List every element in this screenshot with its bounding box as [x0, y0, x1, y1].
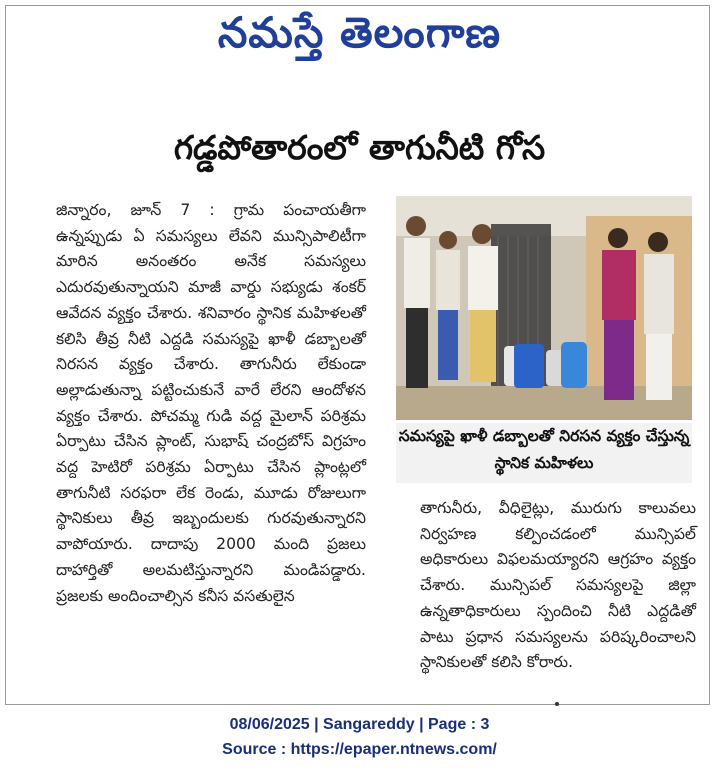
photo-caption: సమస్యపై ఖాళీ డబ్బాలతో నిరసన వ్యక్తం చేస్తున్న స్థానిక మహిళలు: [396, 423, 692, 483]
article-paragraph-left: జిన్నారం, జూన్ 7 : గ్రామ పంచాయతీగా ఉన్నప్పుడు ఏ సమస్యలు లేవని మున్సిపాలిటీగా మారిన అనంతరం అనేక సమస్యలు ఎదురవుతున్నాయని మాజీ వార్డు సభ్యుడు శంకర్ ఆవేదన వ్యక్తం చేశారు. శనివారం స్థానిక మహిళలతో కలిసి తీవ్ర నీటి ఎద్దడి సమస్యపై ఖాళీ డబ్బాలతో నిరసన వ్యక్తం చేశారు. తాగునీరు లేకుండా అల్లాడుతున్నా పట్టించుకునే వారే లేరని ఆందోళన వ్యక్తం చేశారు. పోచమ్మ గుడి వద్ద మైలాన్ పరిశ్రమ ఏర్పాటు చేసిన ప్లాంట్, సుభాష్ చంద్రబోస్ విగ్రహం వద్ద హెటిరో పరిశ్రమ ఏర్పాటు చేసిన ప్లాంట్లలో తాగునీటి సరఫరా లేక రెండు, మూడు రోజులుగా స్థానికులు తీవ్ర ఇబ్బందులకు గురవుతున్నారని వాపోయారు. దాదాపు 2000 మంది ప్రజలు దాహార్తితో అలమటిస్తున్నారని మండిపడ్డారు. ప్రజలకు అందించాల్సిన కనీస వసతులైన: [56, 201, 366, 605]
article-body-right: [420, 496, 696, 676]
article-body-left: [56, 198, 366, 609]
article-paragraph-right: తాగునీరు, వీధిలైట్లు, మురుగు కాలువలు నిర్వహణ కల్పించడంలో మున్సిపల్ అధికారులు విఫలమయ్యారని ఆగ్రహం వ్యక్తం చేశారు. మున్సిపల్ సమస్యలపై జిల్లా ఉన్నతాధికారులు స్పందించి నీటి ఎద్దడితో పాటు ప్రధాన సమస్యలను పరిష్కరించాలని స్థానికులతో కలిసి కోరారు.: [420, 499, 696, 672]
footer-date-edition-page: 08/06/2025 | Sangareddy | Page : 3: [229, 716, 490, 733]
protest-photo-illustration: [396, 196, 692, 420]
article-headline: గడ్డపోతారంలో తాగునీటి గోస: [173, 128, 546, 167]
end-marker: [555, 702, 559, 706]
news-photo: [396, 196, 692, 420]
footer-source-link[interactable]: Source : https://epaper.ntnews.com/: [222, 741, 497, 758]
masthead-logo: నమస్తే తెలంగాణ: [217, 8, 502, 57]
